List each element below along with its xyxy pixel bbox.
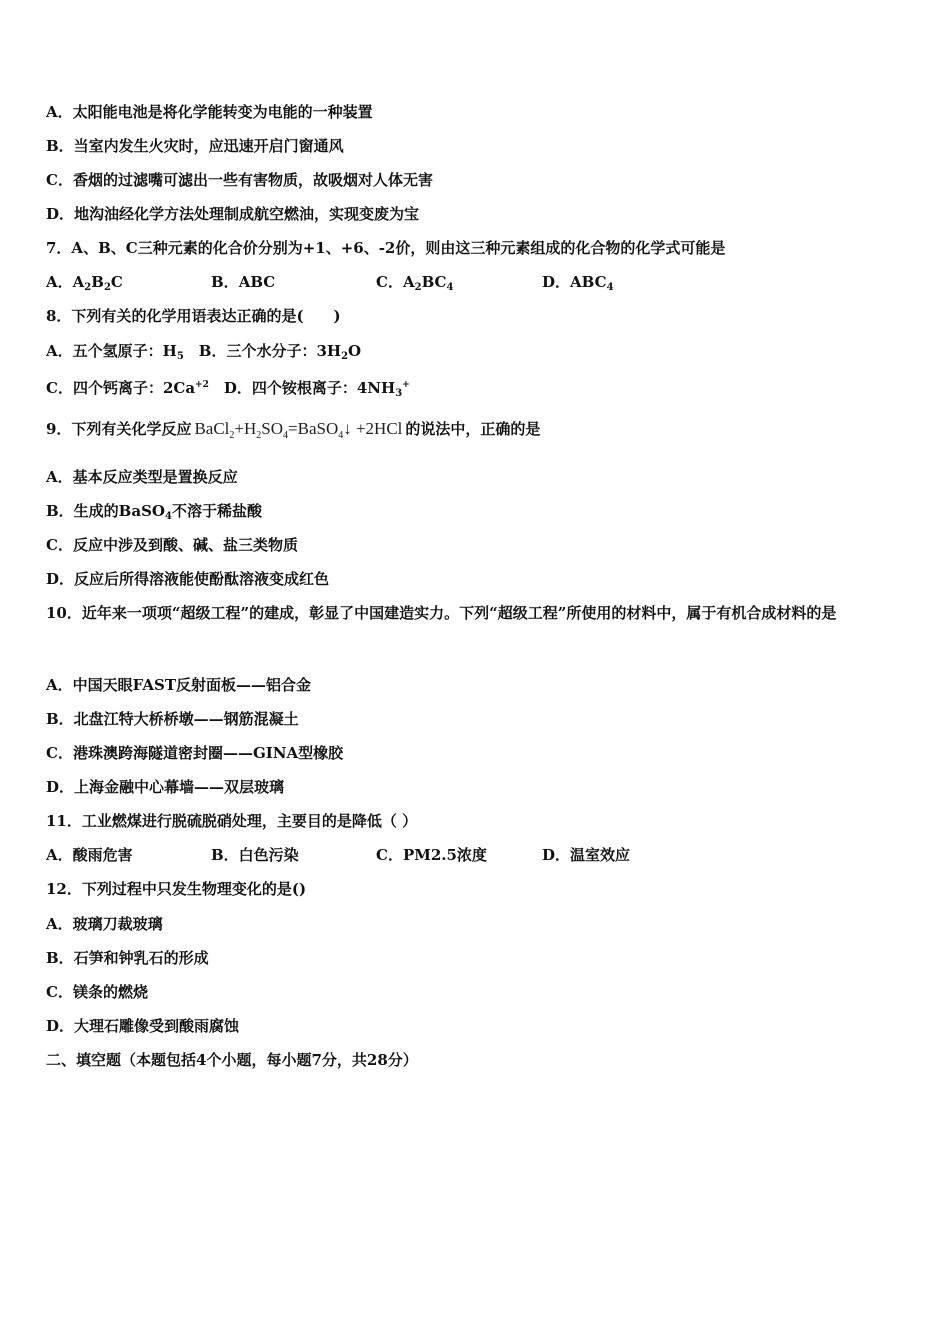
q10-option-d: D．上海金融中心幕墙——双层玻璃 xyxy=(46,778,285,796)
q7-option-a: A．$A_2B_2C$ xyxy=(46,273,123,293)
q12-option-b: B．石笋和钟乳石的形成 xyxy=(46,949,209,967)
q11-option-d: D．温室效应 xyxy=(542,846,631,864)
q7-option-c: C．$A_2BC_4$ xyxy=(376,273,454,293)
q9-option-b: B．生成的BaSO$_4$不溶于稀盐酸 xyxy=(46,502,262,522)
q10-stem: 10．近年来一项项“超级工程”的建成，彰显了中国建造实力。下列“超级工程”所使用的材料中，属于有机合成材料的是 xyxy=(46,604,837,622)
q6-option-b: B．当室内发生火灾时，应迅速开启门窗通风 xyxy=(46,137,344,155)
q7-options xyxy=(46,272,906,292)
q7-stem: 7．A、B、C三种元素的化合价分别为+1、+6、-2价，则由这三种元素组成的化合物的化学式可能是 xyxy=(46,239,726,257)
q6-option-c: C．香烟的过滤嘴可滤出一些有害物质，故吸烟对人体无害 xyxy=(46,171,433,189)
q9-stem: 9．下列有关化学反应 $BaCl_2+H_2SO_4=BaSO_4↓ +2HCl$ 的说法中，正确的是 xyxy=(46,419,541,441)
q7-option-b: B．ABC xyxy=(211,273,276,291)
q9-option-a: A．基本反应类型是置换反应 xyxy=(46,468,238,486)
q9-option-d: D．反应后所得溶液能使酚酞溶液变成红色 xyxy=(46,570,330,588)
q12-stem: 12．下列过程中只发生物理变化的是() xyxy=(46,880,307,898)
q12-option-a: A．玻璃刀裁玻璃 xyxy=(46,915,163,933)
q8-stem: 8．下列有关的化学用语表达正确的是( ) xyxy=(46,307,341,325)
q10-option-c: C．港珠澳跨海隧道密封圈——GINA型橡胶 xyxy=(46,744,344,762)
q11-stem: 11．工业燃煤进行脱硫脱硝处理，主要目的是降低（ ） xyxy=(46,812,418,830)
q6-option-d: D．地沟油经化学方法处理制成航空燃油，实现变废为宝 xyxy=(46,205,420,223)
q11-options xyxy=(46,845,906,865)
q9-option-c: C．反应中涉及到酸、碱、盐三类物质 xyxy=(46,536,298,554)
q11-option-a: A．酸雨危害 xyxy=(46,846,133,864)
q12-option-d: D．大理石雕像受到酸雨腐蚀 xyxy=(46,1017,240,1035)
q11-option-b: B．白色污染 xyxy=(211,846,299,864)
section-heading: 二、填空题（本题包括4个小题，每小题7分，共28分） xyxy=(46,1051,418,1069)
q12-option-c: C．镁条的燃烧 xyxy=(46,983,148,1001)
q10-option-b: B．北盘江特大桥桥墩——钢筋混凝土 xyxy=(46,710,299,728)
q10-option-a: A．中国天眼FAST反射面板——铝合金 xyxy=(46,676,312,694)
chemical-equation: $BaCl_2+H_2SO_4=BaSO_4↓ +2HCl$ xyxy=(194,419,403,441)
q7-option-d: D．$ABC_4$ xyxy=(542,273,614,293)
q8-options-ab: A．五个氢原子：$H_5$ B．三个水分子：$3H_2O$ xyxy=(46,342,362,362)
q8-options-cd: C．四个钙离子：$2Ca^{+2}$ D．四个铵根离子：$4NH_3^+$ xyxy=(46,379,410,399)
q11-option-c: C．PM2.5浓度 xyxy=(376,846,487,864)
q6-option-a: A．太阳能电池是将化学能转变为电能的一种装置 xyxy=(46,103,373,121)
